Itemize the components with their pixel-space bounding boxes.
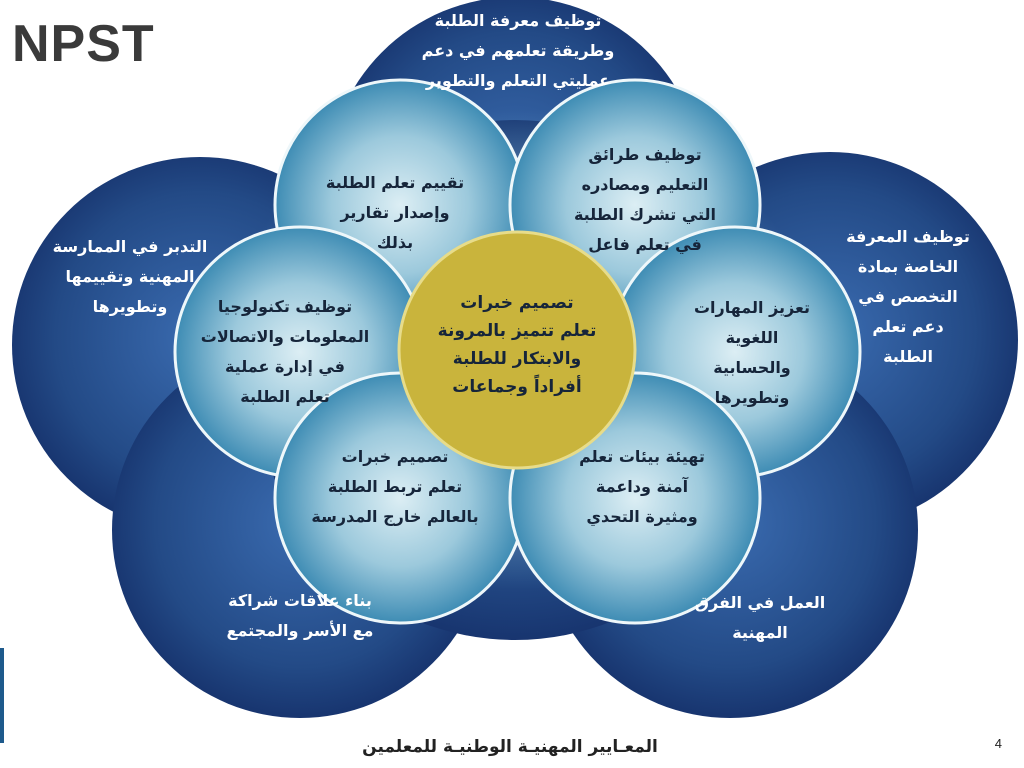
center-text-line: والابتكار للطلبة (452, 349, 582, 369)
petal-top-right-text-line: التي تشرك الطلبة (573, 205, 717, 224)
footer-caption: المعـايير المهنيـة الوطنيـة للمعلمين (362, 737, 658, 757)
petal-bottom-left-text-line: تصميم خبرات (341, 447, 449, 466)
center-text-line: تعلم تتميز بالمرونة (437, 321, 597, 341)
center-text-line: تصميم خبرات (460, 293, 574, 313)
outer-left-text-line: التدبر في الممارسة (52, 237, 208, 256)
left-accent-bar (0, 648, 4, 743)
outer-top-text-line: وطريقة تعلمهم في دعم (421, 41, 615, 60)
petal-bottom-left-text-line: بالعالم خارج المدرسة (311, 507, 479, 526)
petal-left-text-line: في إدارة عملية (224, 357, 346, 376)
outer-left-text-line: المهنية وتقييمها (65, 267, 195, 286)
petal-left-text-line: توظيف تكنولوجيا (217, 297, 353, 316)
page-title: NPST (12, 15, 155, 73)
petal-top-left-text-line: بذلك (376, 233, 414, 252)
outer-right-text-line: الطلبة (883, 347, 933, 366)
petal-right-text-line: اللغوية (725, 328, 779, 347)
petal-top-right-text-line: في تعلم فاعل (588, 235, 702, 254)
petal-bottom-right-text-line: ومثيرة التحدي (586, 507, 698, 526)
petal-bottom-right-text-line: تهيئة بيئات تعلم (579, 447, 705, 466)
outer-bottom-right-text-line: العمل في الفرق (694, 593, 826, 612)
center-text-line: أفراداً وجماعات (452, 377, 582, 397)
outer-left-text-line: وتطويرها (92, 297, 168, 316)
outer-top-text (422, 11, 615, 91)
outer-bottom-right-text-line: المهنية (732, 623, 788, 642)
petal-bottom-right-text-line: آمنة وداعمة (595, 477, 689, 496)
petal-right-text-line: وتطويرها (714, 388, 790, 407)
petal-bottom-left-text-line: تعلم تربط الطلبة (327, 477, 463, 496)
petal-top-left-text-line: وإصدار تقارير (340, 203, 450, 222)
outer-bottom-left-text-line: بناء علاقات شراكة (228, 591, 372, 610)
petal-left-text-line: تعلم الطلبة (240, 387, 330, 406)
outer-top-text-line: توظيف معرفة الطلبة (434, 11, 602, 30)
petal-top-right-text-line: توظيف طرائق (588, 145, 702, 164)
petal-top-right-text-line: التعليم ومصادره (581, 175, 709, 194)
petal-left-text-line: المعلومات والاتصالات (200, 327, 370, 346)
petal-top-left-text-line: تقييم تعلم الطلبة (325, 173, 465, 192)
outer-right-text-line: دعم تعلم (872, 317, 944, 336)
petal-right-text-line: والحسابية (713, 358, 791, 377)
outer-right-text-line: الخاصة بمادة (857, 257, 959, 276)
petal-right-text-line: تعزيز المهارات (693, 298, 811, 317)
outer-right-text-line: التخصص في (858, 287, 958, 306)
page-number: 4 (994, 736, 1002, 751)
outer-bottom-left-text-line: مع الأسر والمجتمع (226, 621, 374, 640)
outer-right-text-line: توظيف المعرفة (846, 227, 970, 246)
petal-bottom-right-text (579, 447, 705, 527)
outer-top-text-line: عمليتي التعلم والتطوير (425, 71, 611, 90)
